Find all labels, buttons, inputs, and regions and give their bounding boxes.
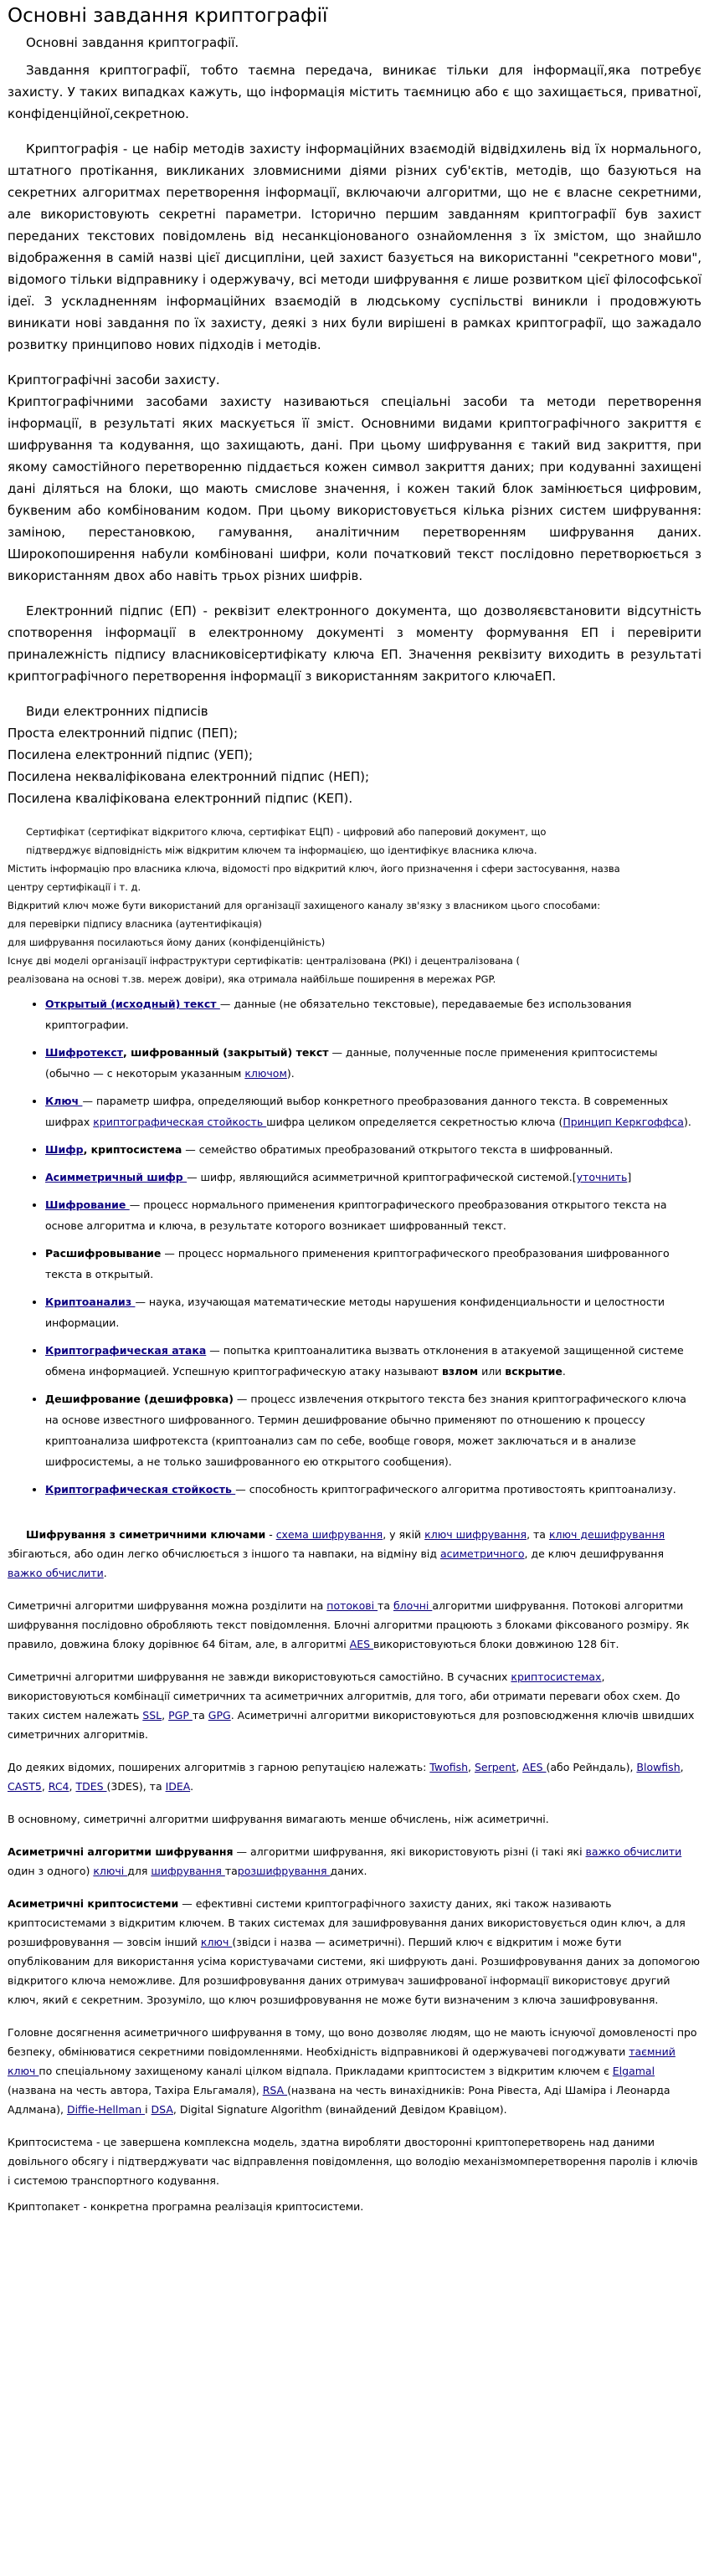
inline-link[interactable]: ключ шифрування [424, 1528, 527, 1541]
cert-line: Сертифікат (сертифікат відкритого ключа, сертифікат ЕЦП) - цифровий або паперовий документ, що [26, 826, 547, 838]
signature-type-item: Посилена електронний підпис (УЕП); [8, 747, 254, 762]
paragraph-cryptosystem: Криптосистема - це завершена комплексна модель, здатна виробляти двосторонні криптоперетворень над даними довільного обсягу і підтверджувати час відправлення повідомлення, що володію механізмомперетворення паролів і ключів і системою транспортного кодування. [8, 2136, 698, 2187]
term-link[interactable]: Шифр [45, 1143, 84, 1156]
inline-link[interactable]: ключі [93, 1865, 128, 1877]
term-link[interactable]: Криптоанализ [45, 1296, 136, 1308]
cert-line: підтверджує відповідність між відкритим ключем та інформацією, що ідентифікує власника ключа. [26, 844, 537, 856]
list-item: • Шифротекст, шифрованный (закрытый) текст — данные, полученные после применения криптосистемы (обычно — с некоторым указанным ключом). [45, 1042, 701, 1084]
paragraph-means: Криптографічними засобами захисту називаються спеціальні засоби та методи перетворення інформації, в результаті яких маскується її зміст. Основними видами криптографічного закриття є шифрування та кодування, що захищають, дані. При цьому шифрування є такий вид закриття, при якому самостійного перетворенню піддається кожен символ закриття даних; при кодуванні захищені дані діляться на блоки, що мають смислове значення, і кожен такий блок замінюється цифровим, буквеним або комбінованим кодом. При цьому використовується кілька різних систем шифрування: заміною, перестановкою, гамування, аналітичним перетворенням шифрування даних. Широкопоширення набули комбіновані шифри, коли початковий текст послідовно перетворюється з використанням двох або навіть трьох різних шифрів. [8, 394, 701, 583]
list-item: • Шифрование — процесс нормального применения криптографического преобразования открытого текста на основе алгоритма и ключа, в результате которого возникает шифрованный текст. [45, 1194, 701, 1236]
inline-link[interactable]: ключ дешифрування [548, 1528, 665, 1541]
inline-link[interactable]: RSA [262, 2084, 288, 2096]
inline-link[interactable]: AES [349, 1638, 373, 1650]
inline-link[interactable]: шифрування [151, 1865, 225, 1877]
inline-link[interactable]: CAST5 [8, 1780, 42, 1793]
inline-link[interactable]: важко обчислити [585, 1845, 682, 1858]
inline-link[interactable]: важко обчислити [8, 1567, 104, 1579]
inline-link[interactable]: PGP [168, 1709, 193, 1722]
list-item: • Криптоанализ — наука, изучающая математические методы нарушения конфиденциальности и целостности информации. [45, 1291, 701, 1333]
paragraph-basic: В основному, симетричні алгоритми шифрування вимагають менше обчислень, ніж асиметричні. [8, 1813, 549, 1825]
inline-link[interactable]: SSL [142, 1709, 162, 1722]
paragraph-cryptography: Криптографія - це набір методів захисту інформаційних взаємодій відвідхилень від їх нормального, штатного протікання, викликаних зловмисними діями різних суб'єктів, методів, що базуються на секретних алгоритмах перетворення інформації, включаючи алгоритми, що не є власне секретними, але використовують секретні параметри. Історично першим завданням криптографії був захист переданих текстових повідомлень від несанкціонованого ознайомлення з їх змістом, що знайшло відображення в самій назві цієї дисципліни, цей захист базується на використанні "секретного мови", відомого тільки відправнику і одержувачу, всі методи шифрування є лише розвитком цієї філософської ідеї. З ускладненням інформаційних взаємодій в людському суспільстві виникли і продовжують виникати нові завдання по їх захисту, деякі з них були вирішені в рамках криптографії, що зажадало розвитку принципово нових підходів і методів. [8, 141, 701, 352]
inline-link[interactable]: AES [522, 1761, 547, 1773]
term-link[interactable]: Криптографическая стойкость [45, 1483, 236, 1496]
inline-link[interactable]: потокові [326, 1599, 378, 1612]
inline-link[interactable]: ключом [244, 1067, 287, 1080]
inline-link[interactable]: ключ [200, 1936, 233, 1948]
paragraph-algorithms: До деяких відомих, поширених алгоритмів з гарною репутацією належать: Twofish, Serpent, AES (або Рейндаль), Blowfish, CAST5, RC4, TDES (3DES), та IDEA. [8, 1761, 684, 1793]
paragraph-tasks: Завдання криптографії, тобто таємна передача, виникає тільки для інформації,яка потребує захисту. У таких випадках кажуть, що інформація містить таємницю або є що захищається, приватної, конфіденційної,секретною. [8, 63, 701, 121]
paragraph-cryptopackage: Криптопакет - конкретна програмна реалізація криптосистеми. [8, 2200, 364, 2213]
signature-types-heading: Види електронних підписів [26, 704, 208, 719]
cert-line: Містить інформацію про власника ключа, відомості про відкритий ключ, його призначення і сфери застосування, назва [8, 863, 620, 875]
cert-line: для перевірки підпису власника (аутентифікація) [8, 918, 263, 930]
signature-type-item: Проста електронний підпис (ПЕП); [8, 726, 239, 741]
inline-link[interactable]: Diffie-Hellman [66, 2103, 146, 2116]
cert-line: Відкритий ключ може бути використаний для організації захищеного каналу зв'язку з власником цього способами: [8, 900, 601, 911]
cert-line: реалізована на основі т.зв. мереж довіри), яка отримала найбільше поширення в мережах PGP. [8, 973, 496, 985]
signature-type-item: Посилена кваліфікована електронний підпис (КЕП). [8, 791, 353, 806]
paragraph-symmetric: Шифрування з симетричними ключами - схема шифрування, у якій ключ шифрування, та ключ дешифрування збігаються, або один легко обчислюється з іншого та навпаки, на відміну від асиметричного, де ключ дешифрування важко обчислити. [8, 1528, 665, 1579]
list-item: • Расшифровывание — процесс нормального применения криптографического преобразования шифрованного текста в открытый. [45, 1243, 701, 1285]
term-link[interactable]: Ключ [45, 1095, 83, 1107]
cert-line: Існує дві моделі організації інфраструктури сертифікатів: централізована (PKI) і децентралізована ( [8, 955, 520, 967]
inline-link[interactable]: Blowfish [636, 1761, 681, 1773]
inline-link[interactable]: Принцип Керкгоффса [563, 1116, 684, 1128]
certificate-block [8, 823, 701, 988]
inline-link[interactable]: схема шифрування [275, 1528, 383, 1541]
inline-link[interactable]: блочні [393, 1599, 433, 1612]
term-link[interactable]: Шифротекст [45, 1046, 123, 1059]
term: Расшифровывание [45, 1247, 162, 1260]
paragraph-stream-block: Симетричні алгоритми шифрування можна розділити на потокові та блочні алгоритми шифрування. Потокові алгоритми шифрування послідовно обробляють текст повідомлення. Блочні алгоритми працюють з блоками фіксованого розміру. Як правило, довжина блоку дорівнює 64 бітам, але, в алгоритмі AES використовуються блоки довжиною 128 біт. [8, 1599, 690, 1650]
list-item: • Дешифрование (дешифровка) — процесс извлечения открытого текста без знания криптографического ключа на основе известного шифрованного. Термин дешифрование обычно применяют по отношению к процессу криптоанализа шифротекста (криптоанализ сам по себе, вообще говоря, может заключаться и в анализе шифросистемы, а не только зашифрованного ею открытого сообщения). [45, 1388, 701, 1472]
inline-link[interactable]: IDEA [165, 1780, 191, 1793]
term-link[interactable]: Открытый (исходный) текст [45, 998, 220, 1010]
term-link[interactable]: Шифрование [45, 1198, 130, 1211]
inline-link[interactable]: RC4 [48, 1780, 69, 1793]
inline-link[interactable]: уточнить [576, 1171, 628, 1183]
page-title: Основні завдання криптографії [8, 5, 328, 27]
subtitle: Основні завдання криптографії. [26, 35, 239, 50]
term-link[interactable]: Асимметричный шифр [45, 1171, 188, 1183]
list-item: • Открытый (исходный) текст — данные (не обязательно текстовые), передаваемые без использования криптографии. [45, 993, 701, 1035]
list-item: • Асимметричный шифр — шифр, являющийся асимметричной криптографической системой.[уточнить] [45, 1167, 701, 1188]
cert-line: для шифрування посилаються йому даних (конфіденційність) [8, 936, 326, 948]
list-item: • Ключ — параметр шифра, определяющий выбор конкретного преобразования данного текста. В современных шифрах криптографическая стойкость шифра целиком определяется секретностью ключа (Принцип Керкгоффса). [45, 1090, 701, 1132]
terms-list [8, 993, 701, 1500]
list-item: • Криптографическая стойкость — способность криптографического алгоритма противостоять криптоанализу. [45, 1479, 701, 1500]
inline-link[interactable]: Twofish [429, 1761, 469, 1773]
paragraph-asymmetric-systems: Асиметричні криптосистеми — ефективні системи криптографічного захисту даних, які також називають криптосистемами з відкритим ключем. В таких системах для зашифровування даних використовується один ключ, а для розшифровування — зовсім інший ключ (звідси і назва — асиметричні). Перший ключ є відкритим і може бути опублікованим для використання усіма користувачами системи, які шифрують дані. Розшифровування даних за допомогою відкритого ключа неможливе. Для розшифровування даних отримувач зашифрованої інформації використовує другий ключ, який є секретним. Зрозуміло, що ключ розшифровування не може бути визначеним з ключа зашифровування. [8, 1897, 700, 2006]
inline-link[interactable]: TDES [75, 1780, 107, 1793]
inline-link[interactable]: Serpent [474, 1761, 516, 1773]
inline-link[interactable]: асиметричного [439, 1547, 525, 1560]
means-heading: Криптографічні засоби захисту. [8, 372, 220, 387]
inline-link[interactable]: розшифрування [237, 1865, 331, 1877]
inline-link[interactable]: Elgamal [612, 2065, 655, 2077]
inline-link[interactable]: GPG [208, 1709, 231, 1722]
paragraph-achievement: Головне досягнення асиметричного шифрування в тому, що воно дозволяє людям, що не мають існуючої домовленості про безпеку, обмінюватися секретними повідомленнями. Необхідність відправникові й одержувачеві погоджувати таємний ключ по спеціальному захищеному каналі цілком відпала. Прикладами криптосистем з відкритим ключем є Elgamal (названа на честь автора, Тахіра Ельгамаля), RSA (названа на честь винахідників: Рона Рівеста, Аді Шаміра і Леонарда Адлмана), Diffie-Hellman і DSA, Digital Signature Algorithm (винайдений Девідом Кравіцом). [8, 2026, 697, 2116]
cert-line: центру сертифікації і т. д. [8, 881, 141, 893]
paragraph-hybrid: Симетричні алгоритми шифрування не завжди використовуються самостійно. В сучасних криптосистемах, використовуються комбінації симетричних та асиметричних алгоритмів, для того, аби отримати переваги обох схем. До таких систем належать SSL, PGP та GPG. Асиметричні алгоритми використовуються для розповсюдження ключів швидших симетричних алгоритмів. [8, 1670, 695, 1741]
inline-link[interactable]: криптосистемах [511, 1670, 602, 1683]
list-item: • Шифр, криптосистема — семейство обратимых преобразований открытого текста в шифрованный. [45, 1139, 701, 1160]
list-item: • Криптографическая атака — попытка криптоаналитика вызвать отклонения в атакуемой защищенной системе обмена информацией. Успешную криптографическую атаку называют взлом или вскрытие. [45, 1340, 701, 1382]
term: Дешифрование (дешифровка) [45, 1393, 234, 1405]
inline-link[interactable]: криптографическая стойкость [93, 1116, 267, 1128]
paragraph-electronic-signature: Електронний підпис (ЕП) - реквізит електронного документа, що дозволяєвстановити відсутність спотворення інформації в електронному документі з моменту формування ЕП і перевірити приналежність підпису власниковісертифікату ключа ЕП. Значення реквізиту виходить в результаті криптографічного перетворення інформації з використанням закритого ключаЕП. [8, 603, 701, 684]
signature-type-item: Посилена некваліфікована електронний підпис (НЕП); [8, 769, 370, 784]
paragraph-asymmetric-algorithms: Асиметричні алгоритми шифрування — алгоритми шифрування, які використовують різні (і такі які важко обчислити один з одного) ключі для шифрування тарозшифрування даних. [8, 1845, 682, 1877]
inline-link[interactable]: таємний ключ [8, 2045, 676, 2077]
inline-link[interactable]: DSA [151, 2103, 173, 2116]
term-link[interactable]: Криптографическая атака [45, 1344, 207, 1357]
